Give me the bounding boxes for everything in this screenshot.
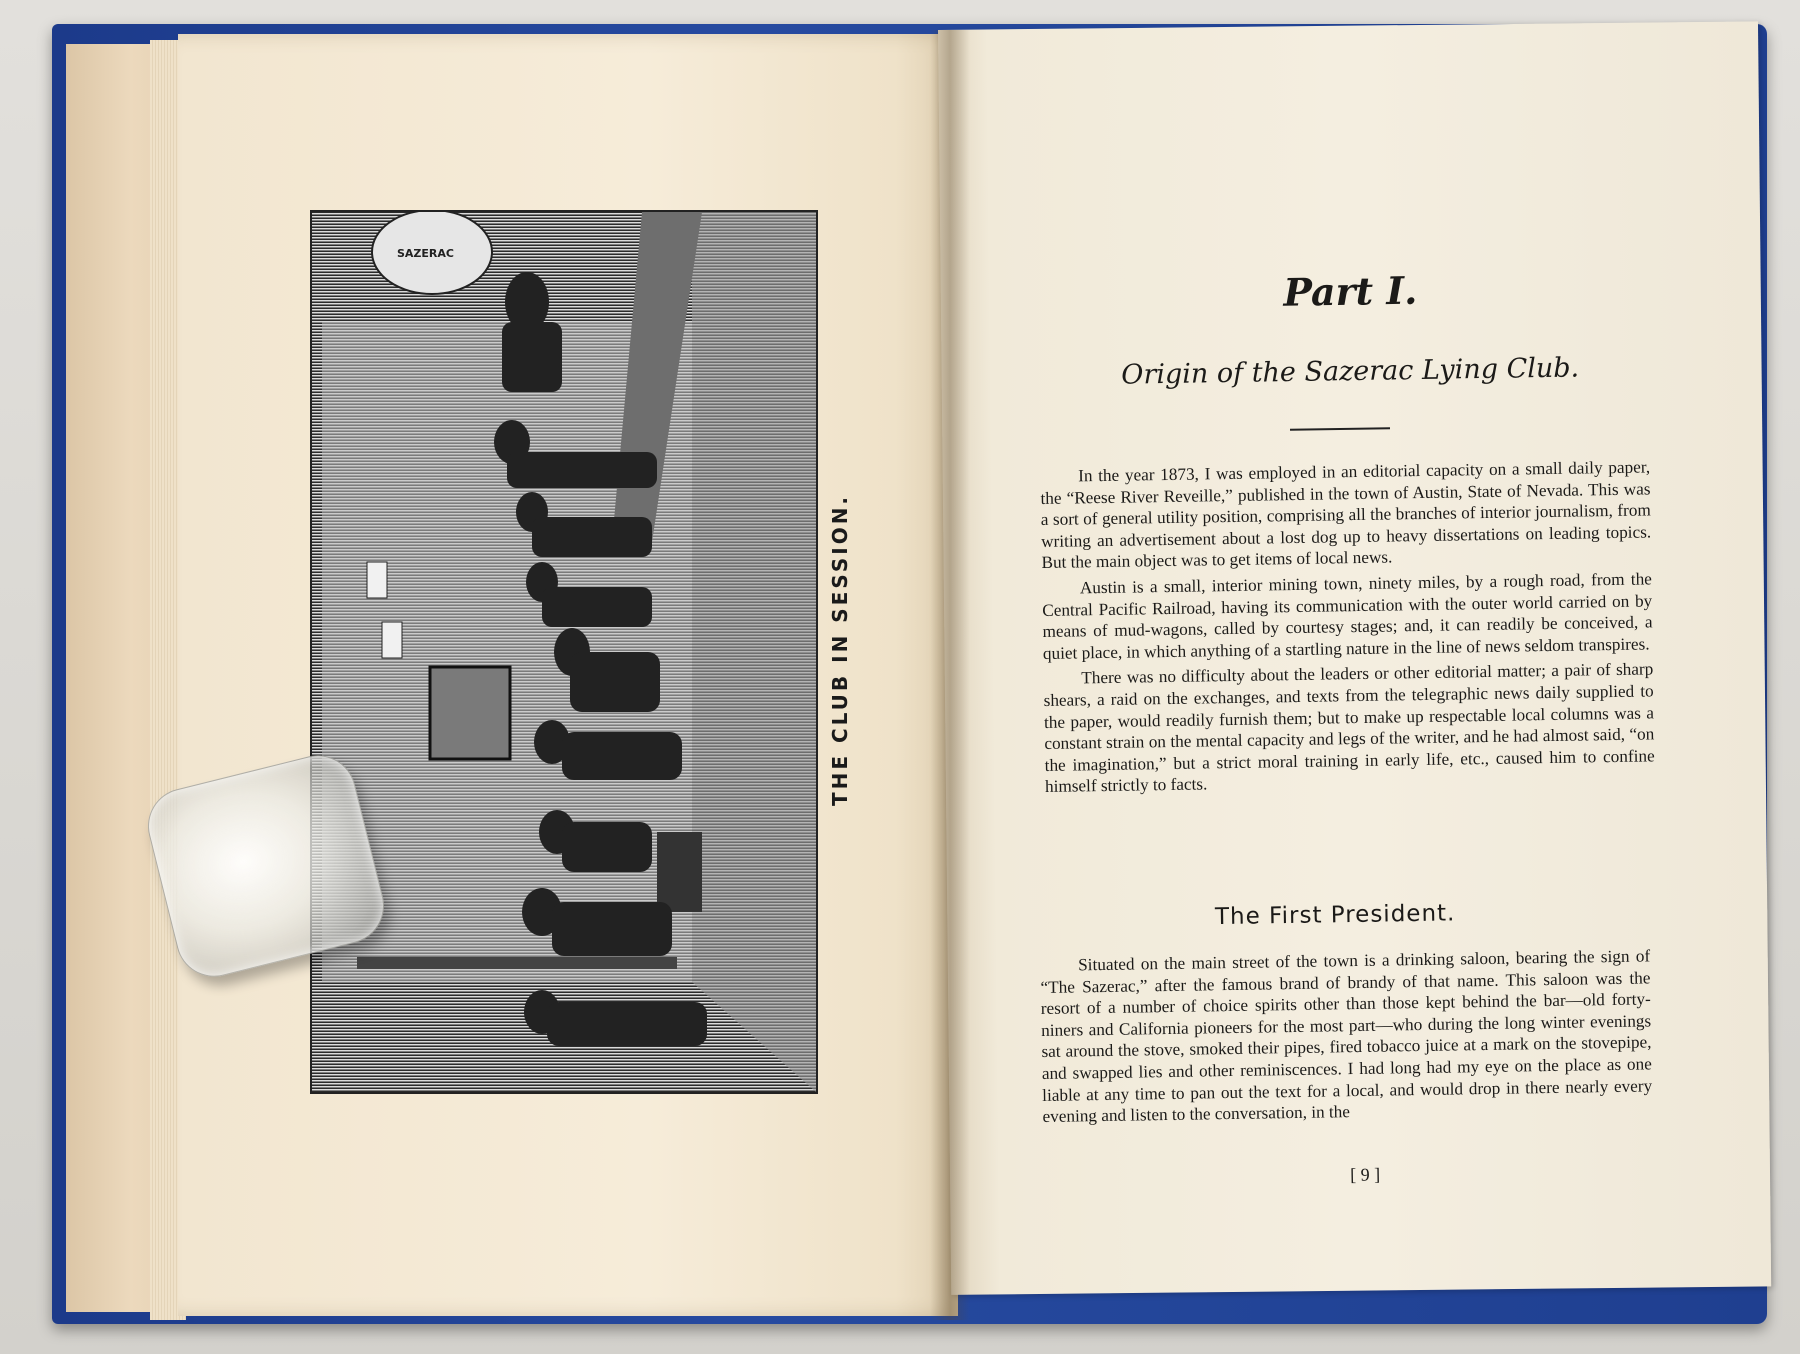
engraving-artwork bbox=[312, 212, 816, 1092]
saloon-sign: SAZERAC bbox=[397, 247, 454, 260]
illustration-caption bbox=[820, 460, 860, 840]
section-body bbox=[1040, 945, 1653, 1131]
paragraph: There was no difficulty about the leaders or other editorial matter; a pair of sharp shears, a raid on the exchanges, and texts from the telegraphic news daily supplied to the paper, would readily furnish them; but to make up respectable local columns was a constant strain on the mental capacity and legs of the writer, and he had almost said, “on the imagination,” but a strict moral training in early life, etc., caused him to confine himself strictly to facts. bbox=[1043, 659, 1655, 797]
chapter-body bbox=[1040, 456, 1655, 801]
saloon-engraving bbox=[310, 210, 818, 1094]
page-number: [ 9 ] bbox=[1349, 1164, 1381, 1185]
paragraph: In the year 1873, I was employed in an editorial capacity on a small daily paper, the “Reese River Reveille,” published in the town of Austin, State of Nevada. This was a sort of general utility position, comprising all the branches of interior journalism, from writing an advertisement about a lost dog up to heavy dissertations on leading topics. But the main object was to get items of local news. bbox=[1040, 457, 1652, 573]
section-title: The First President. bbox=[1214, 900, 1456, 931]
chapter-title: Origin of the Sazerac Lying Club. bbox=[1121, 352, 1580, 391]
paragraph: Situated on the main street of the town is a drinking saloon, bearing the sign of “The Sazerac,” after the famous brand of brandy of that name. This saloon was the resort of a number of choice spirits other than those kept behind the bar—old forty-niners and California pioneers for the most part—who during the long winter evenings sat around the stove, smoked their pipes, fired tobacco juice at a mark on the stovepipe, and swapped lies and other reminiscences. I had long had my eye on the place as one liable at any time to pan out the text for a local, and would drop in there nearly every evening and listen to the conversation, in the bbox=[1040, 946, 1653, 1127]
gutter-shadow bbox=[930, 30, 970, 1320]
paragraph: Austin is a small, interior mining town, ninety miles, by a rough road, from the Central Pacific Railroad, having its communication with the outer world carried on by means of mud-wagons, called by courtesy stages; and, it can readily be conceived, a quiet place, in which anything of a startling nature in the line of news seldom transpires. bbox=[1042, 569, 1653, 663]
part-title: Part I. bbox=[1282, 267, 1418, 315]
caption-text: THE CLUB IN SESSION. bbox=[828, 493, 852, 807]
